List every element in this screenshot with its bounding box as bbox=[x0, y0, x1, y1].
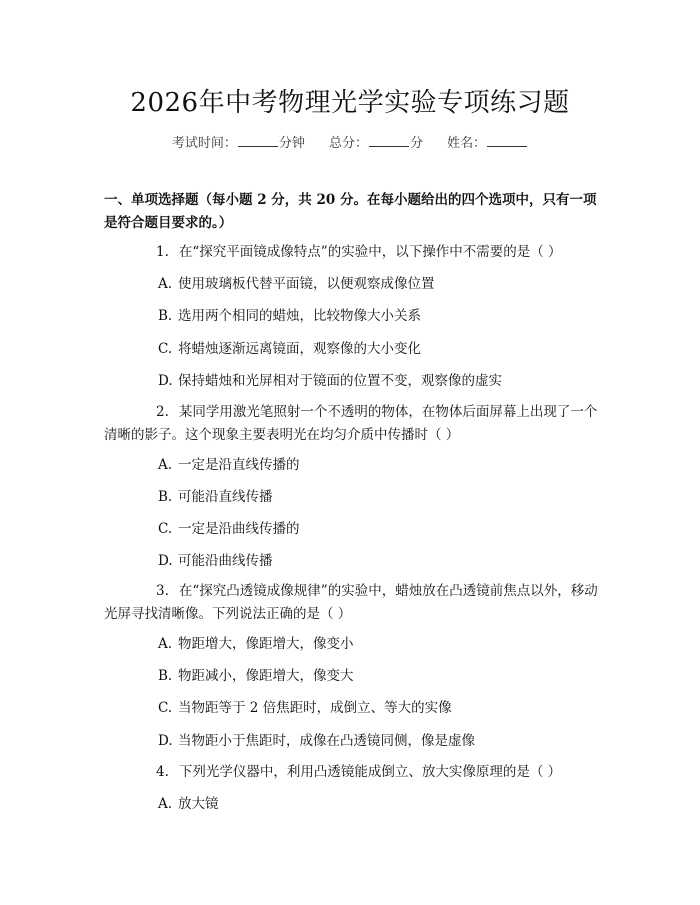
option-letter: A. bbox=[158, 796, 173, 812]
total-score-unit: 分 bbox=[410, 136, 424, 151]
option-letter: C. bbox=[158, 341, 173, 357]
option-letter: A. bbox=[158, 457, 173, 473]
question-1-option-c bbox=[158, 339, 598, 359]
option-text: 当物距等于 2 倍焦距时，成倒立、等大的实像 bbox=[178, 700, 452, 716]
question-2-option-a bbox=[158, 455, 598, 475]
question-3-option-d bbox=[158, 731, 598, 751]
question-3-option-a bbox=[158, 634, 598, 654]
question-1-option-a bbox=[158, 274, 598, 294]
option-text: 将蜡烛逐渐远离镜面，观察像的大小变化 bbox=[178, 341, 421, 357]
question-2-option-b bbox=[158, 487, 598, 507]
question-4-option-a bbox=[158, 794, 598, 814]
question-2-option-c bbox=[158, 519, 598, 539]
exam-time-blank[interactable] bbox=[238, 134, 278, 147]
question-1-option-b bbox=[158, 306, 598, 326]
total-score-field bbox=[329, 132, 423, 151]
question-2-option-d bbox=[158, 551, 598, 571]
option-letter: C. bbox=[158, 700, 173, 716]
question-1 bbox=[104, 241, 598, 264]
option-letter: A. bbox=[158, 636, 173, 652]
option-text: 物距增大，像距增大，像变小 bbox=[178, 636, 354, 652]
option-text: 物距减小，像距增大，像变大 bbox=[178, 668, 354, 684]
question-3 bbox=[104, 580, 598, 626]
exam-time-field bbox=[172, 132, 305, 151]
question-number: 2. bbox=[156, 404, 169, 420]
total-score-label: 总分： bbox=[328, 136, 368, 151]
option-text: 放大镜 bbox=[178, 796, 219, 812]
total-score-blank[interactable] bbox=[369, 134, 409, 147]
question-2 bbox=[104, 401, 598, 447]
question-stem: 下列光学仪器中，利用凸透镜能成倒立、放大实像原理的是（ ） bbox=[178, 764, 562, 780]
question-stem: 在“探究平面镜成像特点”的实验中，以下操作中不需要的是（ ） bbox=[178, 244, 562, 260]
question-number: 1. bbox=[156, 244, 169, 260]
question-1-option-d bbox=[158, 371, 598, 391]
question-4 bbox=[104, 761, 598, 784]
exam-time-unit: 分钟 bbox=[278, 136, 305, 151]
option-text: 当物距小于焦距时，成像在凸透镜同侧，像是虚像 bbox=[178, 733, 475, 749]
option-letter: D. bbox=[158, 733, 173, 749]
question-number: 4. bbox=[156, 764, 169, 780]
option-text: 可能沿曲线传播 bbox=[178, 553, 273, 569]
question-3-option-c bbox=[158, 698, 598, 718]
page-title: 2026年中考物理光学实验专项练习题 bbox=[130, 88, 570, 118]
name-blank[interactable] bbox=[487, 134, 527, 147]
exam-meta-line bbox=[0, 132, 700, 151]
option-letter: D. bbox=[158, 553, 173, 569]
option-text: 选用两个相同的蜡烛，比较物像大小关系 bbox=[178, 308, 421, 324]
option-text: 使用玻璃板代替平面镜，以便观察成像位置 bbox=[178, 276, 435, 292]
option-letter: C. bbox=[158, 521, 173, 537]
option-text: 一定是沿直线传播的 bbox=[178, 457, 300, 473]
question-3-option-b bbox=[158, 666, 598, 686]
option-letter: B. bbox=[158, 668, 173, 684]
question-stem: 在“探究凸透镜成像规律”的实验中，蜡烛放在凸透镜前焦点以外，移动光屏寻找清晰像。下列说法正确的是（ ） bbox=[104, 583, 598, 622]
question-stem: 某同学用激光笔照射一个不透明的物体，在物体后面屏幕上出现了一个清晰的影子。这个现象主要表明光在均匀介质中传播时（ ） bbox=[104, 404, 598, 443]
option-text: 一定是沿曲线传播的 bbox=[178, 521, 300, 537]
exam-time-label: 考试时间： bbox=[171, 136, 237, 151]
option-text: 可能沿直线传播 bbox=[178, 489, 273, 505]
option-letter: B. bbox=[158, 308, 173, 324]
option-letter: A. bbox=[158, 276, 173, 292]
option-text: 保持蜡烛和光屏相对于镜面的位置不变，观察像的虚实 bbox=[178, 373, 502, 389]
option-letter: D. bbox=[158, 373, 173, 389]
question-number: 3. bbox=[156, 583, 169, 599]
section-heading: 一、单项选择题（每小题 2 分，共 20 分。在每小题给出的四个选项中，只有一项是符合题目要求的。） bbox=[104, 192, 597, 231]
name-field bbox=[447, 132, 528, 151]
name-label: 姓名： bbox=[447, 136, 487, 151]
option-letter: B. bbox=[158, 489, 173, 505]
